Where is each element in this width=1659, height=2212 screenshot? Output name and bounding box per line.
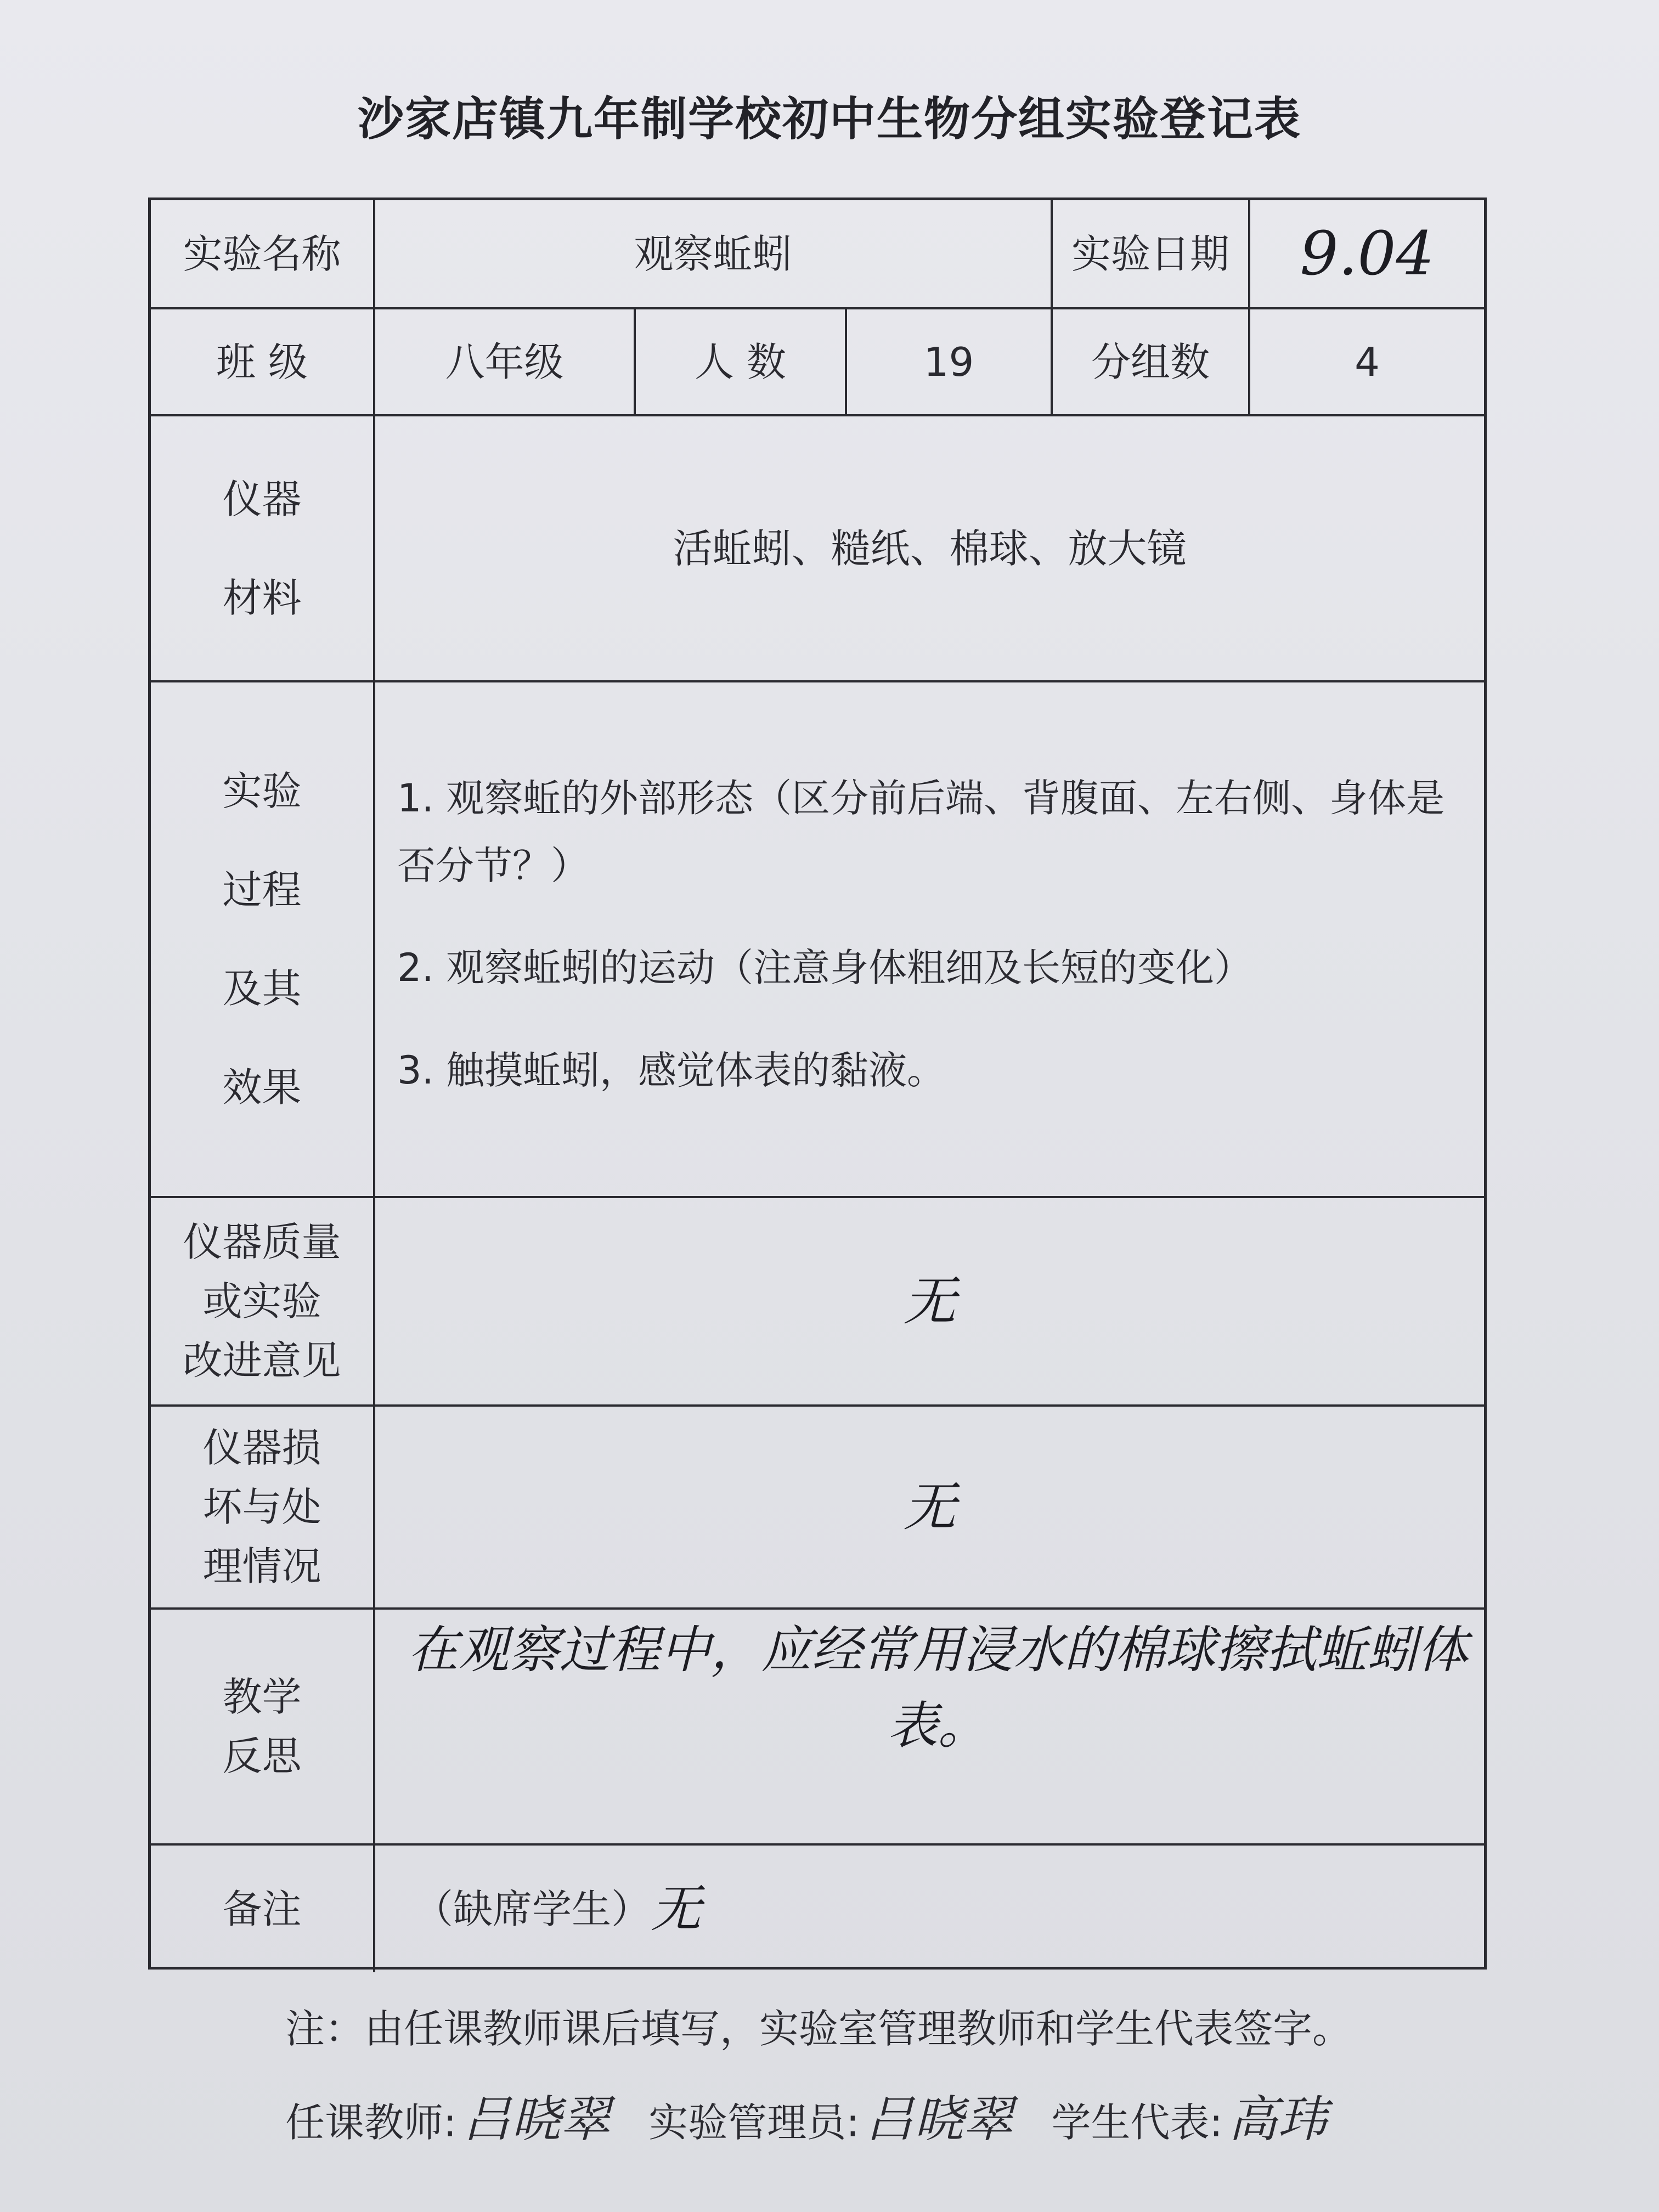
row-remarks [151,1843,1484,1972]
student-sig: 高玮 [1228,2091,1327,2148]
people-value: 19 [845,309,1051,414]
quality-label-line: 改进意见 [183,1338,341,1384]
class-label: 班 级 [216,338,308,385]
registration-table [148,198,1487,1970]
groups-label: 分组数 [1051,309,1248,414]
groups-value: 4 [1248,309,1484,414]
process-label [151,682,373,1196]
reflection-label-line: 反思 [222,1733,302,1779]
process-label-line: 实验 [222,768,302,814]
process-step: 3. 触摸蚯蚓，感觉体表的黏液。 [397,1047,946,1093]
materials-label [151,416,373,680]
row-process [151,680,1484,1196]
damage-label-line: 坏与处 [202,1484,321,1530]
experiment-name-label: 实验名称 [183,230,341,277]
reflection-value: 在观察过程中，应经常用浸水的棉球擦拭蚯蚓体表。 [373,1610,1484,1843]
row-reflection [151,1607,1484,1843]
quality-label [151,1198,373,1404]
remarks-label: 备注 [222,1886,302,1932]
process-label-line: 效果 [222,1064,302,1110]
process-label-line: 过程 [222,867,302,913]
remarks-value: 无 [651,1879,702,1938]
people-label: 人 数 [634,309,845,414]
materials-value: 活蚯蚓、糙纸、棉球、放大镜 [373,416,1484,680]
teacher-signature [285,2079,610,2151]
date-label: 实验日期 [1051,200,1248,307]
admin-label: 实验管理员: [648,2100,860,2146]
quality-label-line: 或实验 [202,1278,321,1324]
remarks-prefix: （缺席学生） [414,1886,651,1932]
row-experiment-name [151,200,1484,307]
teacher-label: 任课教师: [285,2100,457,2146]
signature-line [285,2079,1327,2151]
materials-label-line: 仪器 [222,476,302,522]
process-steps [373,682,1484,1196]
teacher-sig: 吕晓翠 [462,2091,611,2148]
process-step: 1. 观察蚯的外部形态（区分前后端、背腹面、左右侧、身体是否分节？） [397,776,1445,888]
admin-signature [648,2079,1013,2151]
reflection-label [151,1610,373,1843]
student-label: 学生代表: [1051,2100,1223,2146]
class-value: 八年级 [373,309,634,414]
row-quality [151,1196,1484,1404]
materials-label-line: 材料 [222,574,302,621]
damage-label-line: 仪器损 [202,1425,321,1471]
quality-label-line: 仪器质量 [183,1219,341,1265]
footer-note: 注：由任课教师课后填写，实验室管理教师和学生代表签字。 [285,2006,1352,2052]
student-signature [1052,2079,1327,2151]
process-step: 2. 观察蚯蚓的运动（注意身体粗细及长短的变化） [397,945,1253,990]
form-title: 沙家店镇九年制学校初中生物分组实验登记表 [357,92,1301,146]
row-class-info [151,307,1484,414]
damage-value: 无 [373,1407,1484,1607]
row-damage [151,1404,1484,1607]
process-label-line: 及其 [222,966,302,1012]
date-value: 9.04 [1248,200,1484,307]
damage-label [151,1407,373,1607]
admin-sig: 吕晓翠 [865,2091,1013,2148]
quality-value: 无 [373,1198,1484,1404]
remarks-value-cell [373,1846,1484,1972]
reflection-label-line: 教学 [222,1674,302,1720]
experiment-name-value: 观察蚯蚓 [373,200,1051,307]
damage-label-line: 理情况 [202,1543,321,1589]
row-materials [151,414,1484,680]
